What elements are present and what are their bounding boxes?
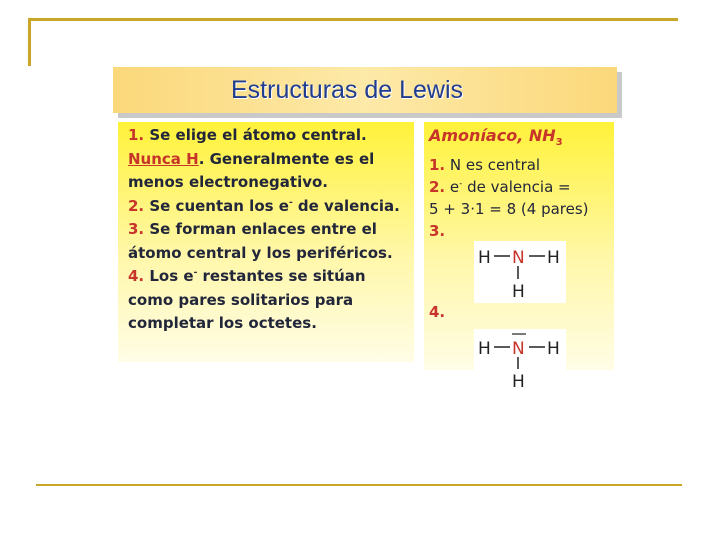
atom-h-right: H <box>547 248 560 268</box>
frame-left-line <box>28 18 31 66</box>
atom-n: N <box>512 248 525 268</box>
step-1-number: 1. <box>128 126 145 144</box>
example-1-number: 1. <box>429 156 446 175</box>
example-1-text: N es central <box>445 156 541 175</box>
example-2-text: e <box>445 178 460 197</box>
atom-n-2: N <box>512 339 525 359</box>
lewis-structure-complete <box>474 329 566 391</box>
step-2-text: Se cuentan los e <box>144 196 289 215</box>
example-3-text: 5 + 3·1 = 8 (4 pares) <box>429 200 589 219</box>
example-4-number: 4. <box>429 303 446 322</box>
atom-h-bottom: H <box>512 282 525 302</box>
example-3-number: 3. <box>429 222 446 241</box>
step-2-text-2: de valencia. <box>292 196 400 215</box>
step-4-text-2: restantes se sitúan como pares solitarios para completar los octetes. <box>128 267 366 332</box>
step-4-sup: - <box>193 268 198 278</box>
atom-h-right-2: H <box>547 339 560 359</box>
lewis-structure-bonds <box>474 241 566 303</box>
frame-bottom-line <box>36 484 682 486</box>
atom-h-left: H <box>478 248 491 268</box>
slide-title: Estructuras de Lewis <box>113 67 617 113</box>
step-1-text-2: . Generalmente es el menos electronegativo. <box>128 149 375 191</box>
lewis-structure-bonds-svg <box>474 241 566 303</box>
example-title-subscript: 3 <box>555 137 563 149</box>
steps-card <box>118 122 414 362</box>
step-4-text: Los e <box>144 267 194 285</box>
step-1-highlight: Nunca H <box>128 149 199 168</box>
step-2-number: 2. <box>128 196 145 215</box>
step-3-text: Se forman enlaces entre el átomo central y los periféricos. <box>128 220 393 262</box>
lewis-structure-complete-svg <box>474 329 566 391</box>
frame-top-line <box>28 18 678 21</box>
step-3-number: 3. <box>128 220 145 238</box>
example-2-number: 2. <box>429 178 446 197</box>
example-2-sup: - <box>459 179 463 190</box>
step-1-text: Se elige el átomo central. <box>144 126 367 144</box>
step-2-sup: - <box>288 197 293 208</box>
example-title: Amoníaco, NH <box>429 126 556 145</box>
atom-h-left-2: H <box>478 339 491 359</box>
example-2-text-2: de valencia = <box>462 178 571 197</box>
step-4-number: 4. <box>128 267 145 285</box>
atom-h-bottom-2: H <box>512 372 525 391</box>
